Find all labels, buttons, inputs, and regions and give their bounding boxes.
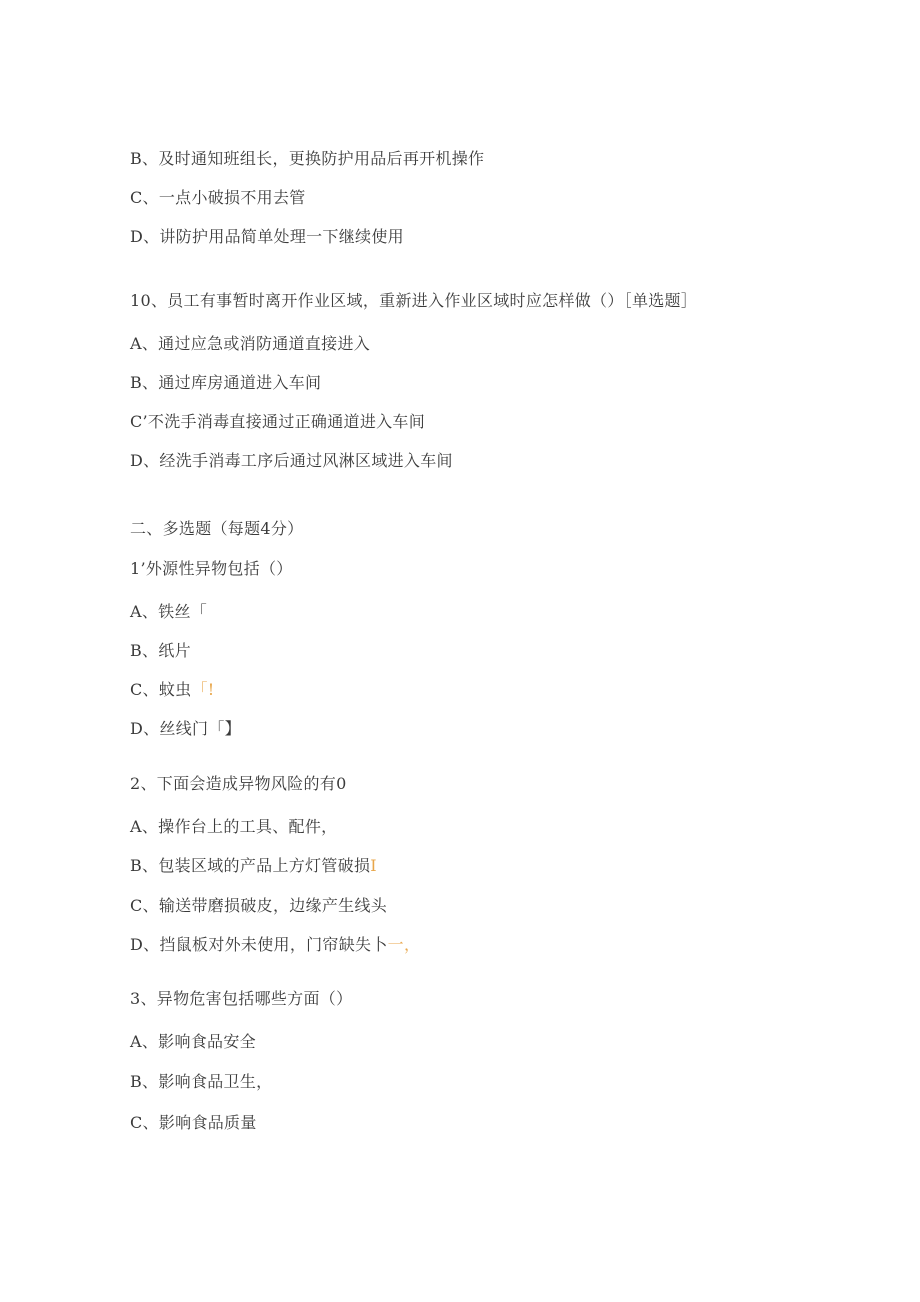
q10-question: 10、员工有事暂时离开作业区域，重新进入作业区域时应怎样做（）［单选题］ xyxy=(130,291,698,310)
m1-question: 1’外源性异物包括（） xyxy=(130,559,293,578)
m1-option-d: D、丝线门「】 xyxy=(130,719,241,738)
m2-option-b-mark: I xyxy=(370,856,377,875)
m1-option-c-text: C、蚊虫 xyxy=(130,680,192,699)
m1-option-c-mark: 「! xyxy=(191,680,215,699)
q9-option-c: C、一点小破损不用去管 xyxy=(130,188,306,207)
m2-option-d-mark: 一， xyxy=(387,935,421,954)
q10-option-b: B、通过库房通道进入车间 xyxy=(130,373,322,392)
section-title-multiple-choice: 二、多选题（每题4分） xyxy=(130,519,304,538)
m2-option-b-text: B、包装区域的产品上方灯管破损 xyxy=(130,856,371,875)
m3-question: 3、异物危害包括哪些方面（） xyxy=(130,989,353,1008)
m1-option-b: B、纸片 xyxy=(130,641,191,660)
q10-option-d: D、经洗手消毒工序后通过风淋区域进入车间 xyxy=(130,451,453,470)
m3-option-b: B、影响食品卫生， xyxy=(130,1072,273,1091)
q9-option-b: B、及时通知班组长，更换防护用品后再开机操作 xyxy=(130,149,485,168)
m2-option-a: A、操作台上的工具、配件， xyxy=(130,817,338,836)
m1-option-a: A、铁丝「 xyxy=(130,602,208,621)
m2-option-c: C、输送带磨损破皮，边缘产生线头 xyxy=(130,896,388,915)
q10-option-c: C’不洗手消毒直接通过正确通道进入车间 xyxy=(130,412,426,431)
m2-question: 2、下面会造成异物风险的有0 xyxy=(130,774,347,793)
m2-option-b xyxy=(130,856,377,876)
m2-option-d-text: D、挡鼠板对外未使用，门帘缺失卜 xyxy=(130,935,388,954)
m1-option-c xyxy=(130,680,214,700)
m2-option-d xyxy=(130,935,420,955)
q10-option-a: A、通过应急或消防通道直接进入 xyxy=(130,334,371,353)
q9-option-d: D、讲防护用品简单处理一下继续使用 xyxy=(130,227,404,246)
m3-option-c: C、影响食品质量 xyxy=(130,1113,257,1132)
m3-option-a: A、影响食品安全 xyxy=(130,1032,256,1051)
